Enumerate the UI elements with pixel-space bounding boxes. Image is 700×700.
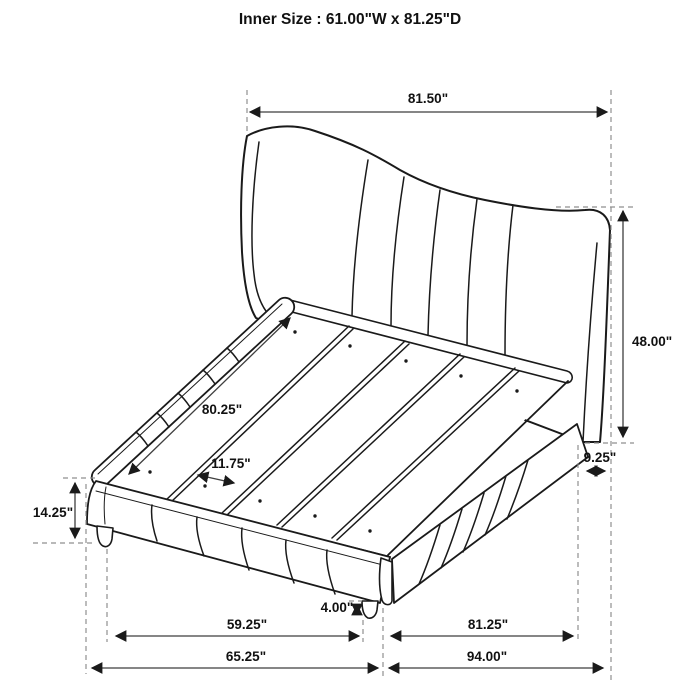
screw-dot — [293, 330, 296, 333]
dim-overall-width — [250, 91, 607, 112]
dim-headboard-height-label: 48.00" — [632, 334, 673, 349]
dim-footboard-width — [92, 649, 378, 668]
screw-dot — [404, 359, 407, 362]
front-right-corner-post — [380, 558, 392, 605]
dim-side-leg-span — [391, 617, 573, 636]
dim-overall-width-label: 81.50" — [407, 91, 449, 106]
page-title: Inner Size : 61.00"W x 81.25"D — [238, 11, 462, 28]
dim-frame-height — [33, 483, 75, 538]
screw-dot — [459, 374, 462, 377]
screw-dot — [368, 529, 371, 532]
dim-front-leg-span-label: 59.25" — [226, 617, 268, 632]
front-left-leg — [97, 526, 113, 547]
dim-overall-depth — [389, 649, 603, 668]
screw-dot — [348, 344, 351, 347]
dim-side-leg-span-label: 81.25" — [467, 617, 509, 632]
bed-drawing — [87, 126, 610, 618]
dim-headboard-height — [623, 211, 672, 437]
dim-slat-spacing-label: 11.75" — [211, 456, 251, 471]
screw-dot — [515, 389, 518, 392]
screw-dot — [148, 470, 151, 473]
screw-dot — [258, 499, 261, 502]
dim-overall-depth-label: 94.00" — [466, 649, 508, 664]
dim-front-leg-span — [116, 617, 359, 636]
dim-headboard-side-depth — [584, 450, 617, 471]
screw-dot — [313, 514, 316, 517]
screw-dot — [203, 484, 206, 487]
dim-footboard-width-label: 65.25" — [225, 649, 267, 664]
dim-leg-height — [321, 600, 357, 615]
dim-frame-height-label: 14.25" — [32, 505, 74, 520]
front-right-leg — [362, 601, 378, 618]
dim-leg-height-label: 4.00" — [320, 600, 354, 615]
dim-headboard-side-depth-label: 9.25" — [583, 450, 617, 465]
dim-slat-length-label: 80.25" — [201, 402, 243, 417]
